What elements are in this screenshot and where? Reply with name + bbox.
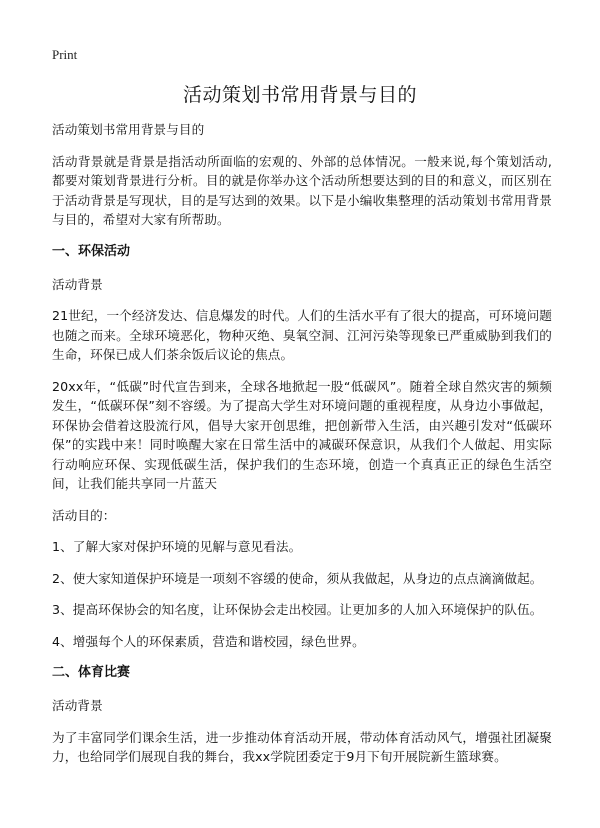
purpose-item-3: 3、提高环保协会的知名度，让环保协会走出校园。让更加多的人加入环境保护的队伍。: [52, 602, 543, 617]
page-title: 活动策划书常用背景与目的: [182, 84, 417, 106]
print-link[interactable]: Print: [52, 47, 78, 62]
purpose-item-2: 2、使大家知道保护环境是一项刻不容缓的使命，须从我做起，从身边的点点滴滴做起。: [52, 570, 543, 586]
label-background-1: 活动背景: [52, 276, 103, 292]
intro-paragraph: 活动背景就是背景是指活动所面临的宏观的、外部的总体情况。一般来说,每个策划活动,都要对策划背景进行分析。目的就是你举办这个活动所想要达到的目的和意义，而区别在于活动背景是写现状，目的是写达到的效果。以下是小编收集整理的活动策划书常用背景与目的，希望对大家有所帮助。: [52, 153, 552, 227]
section-heading-environment: 一、环保活动: [52, 243, 131, 259]
label-background-2: 活动背景: [52, 698, 103, 713]
subtitle-paragraph: 活动策划书常用背景与目的: [52, 122, 205, 137]
label-purpose: 活动目的：: [52, 507, 116, 523]
paragraph-env-2: 20xx年，“低碳”时代宣告到来，全球各地掀起一股“低碳风”。随着全球自然灾害的频频发生，“低碳环保”刻不容缓。为了提高大学生对环境问题的重视程度，从身边小事做起，环保协会借着这股流行风，倡导大家开创思维，把创新带入生活，由兴趣引发对“低碳环保”的实践中来！同时唤醒大家在日常生活中的减碳环保意识，从我们个人做起、用实际行动响应环保、实现低碳生活，保护我们的生态环境，创造一个真真正正的绿色生活空间，让我们能共享同一片蓝天: [52, 378, 552, 491]
section-heading-sports: 二、体育比赛: [52, 665, 131, 680]
article-body: [52, 120, 552, 779]
purpose-item-1: 1、了解大家对保护环境的见解与意见看法。: [52, 539, 302, 554]
purpose-item-4: 4、增强每个人的环保素质，营造和谐校园，绿色世界。: [52, 633, 365, 649]
paragraph-env-1: 21世纪，一个经济发达、信息爆发的时代。人们的生活水平有了很大的提高，可环境问题也随之而来。全球环境恶化，物种灭绝、臭氧空洞、江河污染等现象已严重威胁到我们的生命，环保已成人们茶余饭后议论的焦点。: [52, 308, 552, 362]
paragraph-sports-1: 为了丰富同学们课余生活，进一步推动体育活动开展，带动体育活动风气，增强社团凝聚力，也给同学们展现自我的舞台，我xx学院团委定于9月下旬开展院新生篮球赛。: [52, 729, 552, 764]
